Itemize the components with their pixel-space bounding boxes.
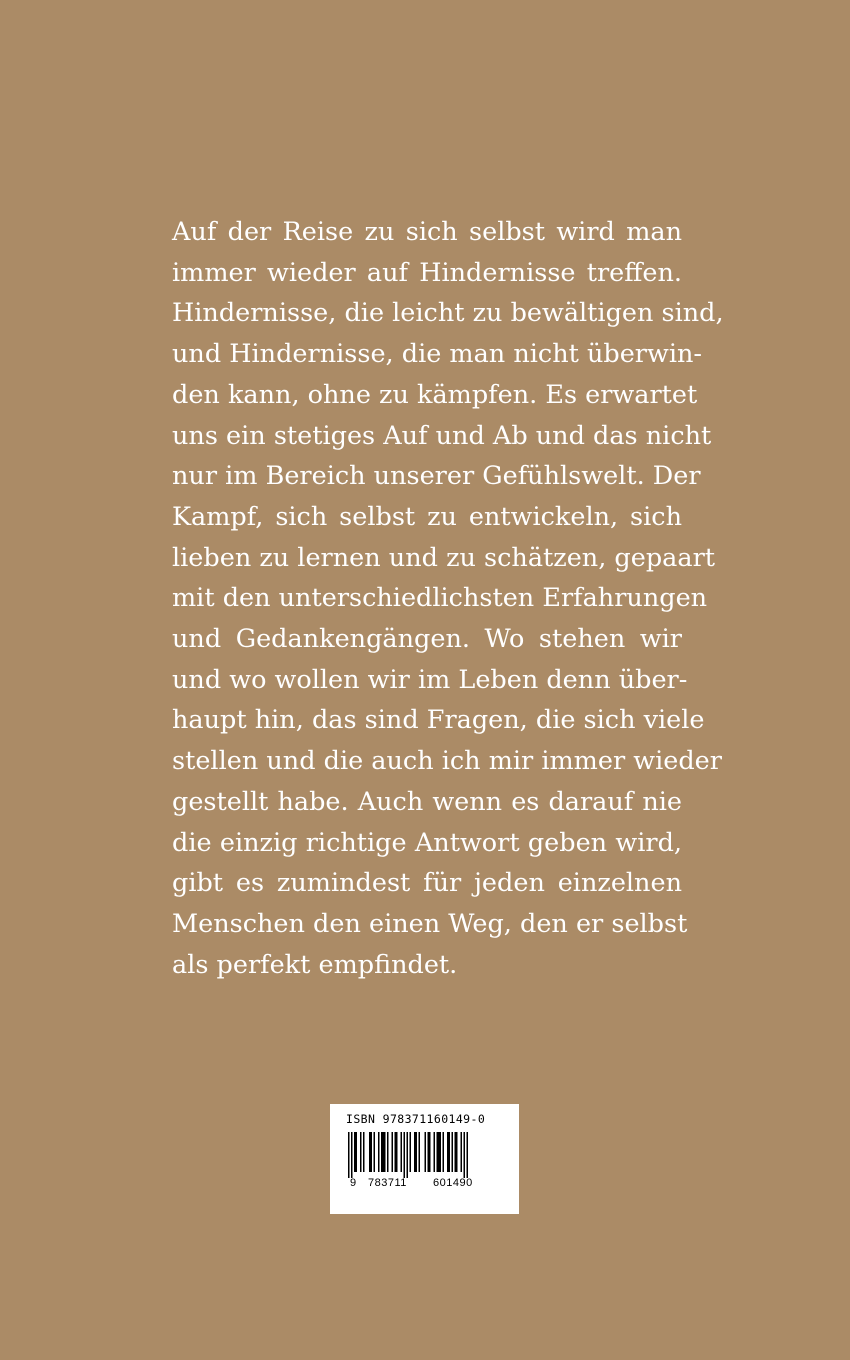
- barcode-bar: [374, 1132, 376, 1172]
- blurb-line: Auf der Reise zu sich selbst wird man: [172, 217, 682, 247]
- blurb-line: und Gedankengängen. Wo stehen wir: [172, 624, 682, 655]
- barcode-bar: [455, 1132, 458, 1172]
- barcode-bar: [360, 1132, 362, 1172]
- barcode-bar: [351, 1132, 353, 1178]
- blurb-line: Hindernisse, die leicht zu bewältigen sind,: [172, 298, 724, 329]
- barcode-bar: [437, 1132, 442, 1172]
- barcode-bar: [369, 1132, 372, 1172]
- barcode-bar: [419, 1132, 421, 1172]
- blurb-line: und wo wollen wir im Leben denn über-: [172, 664, 688, 695]
- blurb-text: [172, 212, 724, 985]
- blurb-line: und Hindernisse, die man nicht überwin-: [172, 339, 703, 370]
- barcode-bar: [434, 1132, 436, 1172]
- barcode-bar: [348, 1132, 350, 1178]
- blurb-line: mit den unterschiedlichsten Erfahrungen: [172, 583, 708, 614]
- barcode-bar: [425, 1132, 427, 1172]
- barcode-bar: [392, 1132, 394, 1172]
- barcode-bar: [407, 1132, 409, 1178]
- blurb-line: Menschen den einen Weg, den er selbst: [172, 908, 688, 939]
- barcode-bar: [354, 1132, 357, 1172]
- barcode-bar: [363, 1132, 365, 1172]
- barcode-bar: [461, 1132, 463, 1172]
- barcode-bar: [395, 1132, 398, 1172]
- barcode-bar: [447, 1132, 450, 1172]
- blurb-line: gestellt habe. Auch wenn es darauf nie: [172, 786, 682, 817]
- blurb-line: stellen und die auch ich mir immer wieder: [172, 746, 722, 777]
- blurb-line: gibt es zumindest für jeden einzelnen: [172, 868, 682, 899]
- barcode-digit-first: 9: [350, 1177, 357, 1189]
- barcode-digits-right: 601490: [433, 1177, 473, 1189]
- barcode-bar: [401, 1132, 403, 1172]
- blurb-line: als perfekt empfindet.: [172, 949, 458, 980]
- barcode-bar: [378, 1132, 380, 1172]
- barcode-bar: [428, 1132, 431, 1172]
- blurb-line: immer wieder auf Hindernisse treffen.: [172, 257, 682, 288]
- barcode-bar: [467, 1132, 469, 1178]
- barcode-bar: [414, 1132, 417, 1172]
- blurb-line: haupt hin, das sind Fragen, die sich viele: [172, 705, 705, 736]
- barcode-bar: [410, 1132, 412, 1172]
- barcode-bar: [464, 1132, 466, 1178]
- barcode-bar: [404, 1132, 406, 1178]
- isbn-label: ISBN 978371160149-0: [346, 1112, 486, 1126]
- blurb-line: den kann, ohne zu kämpfen. Es erwartet: [172, 379, 698, 410]
- barcode-bar: [381, 1132, 386, 1172]
- barcode-bar: [452, 1132, 454, 1172]
- blurb-line: Kampf, sich selbst zu entwickeln, sich: [172, 501, 682, 532]
- blurb-line: nur im Bereich unserer Gefühlswelt. Der: [172, 461, 701, 492]
- blurb-line: die einzig richtige Antwort geben wird,: [172, 827, 682, 858]
- blurb-line: uns ein stetiges Auf und Ab und das nicht: [172, 420, 712, 451]
- barcode-bars-icon: [348, 1132, 502, 1178]
- isbn-barcode-box: [330, 1104, 519, 1214]
- barcode-bar: [443, 1132, 445, 1172]
- blurb-line: lieben zu lernen und zu schätzen, gepaart: [172, 542, 716, 573]
- barcode-digits-left: 783711: [368, 1177, 407, 1189]
- barcode-bar: [387, 1132, 389, 1172]
